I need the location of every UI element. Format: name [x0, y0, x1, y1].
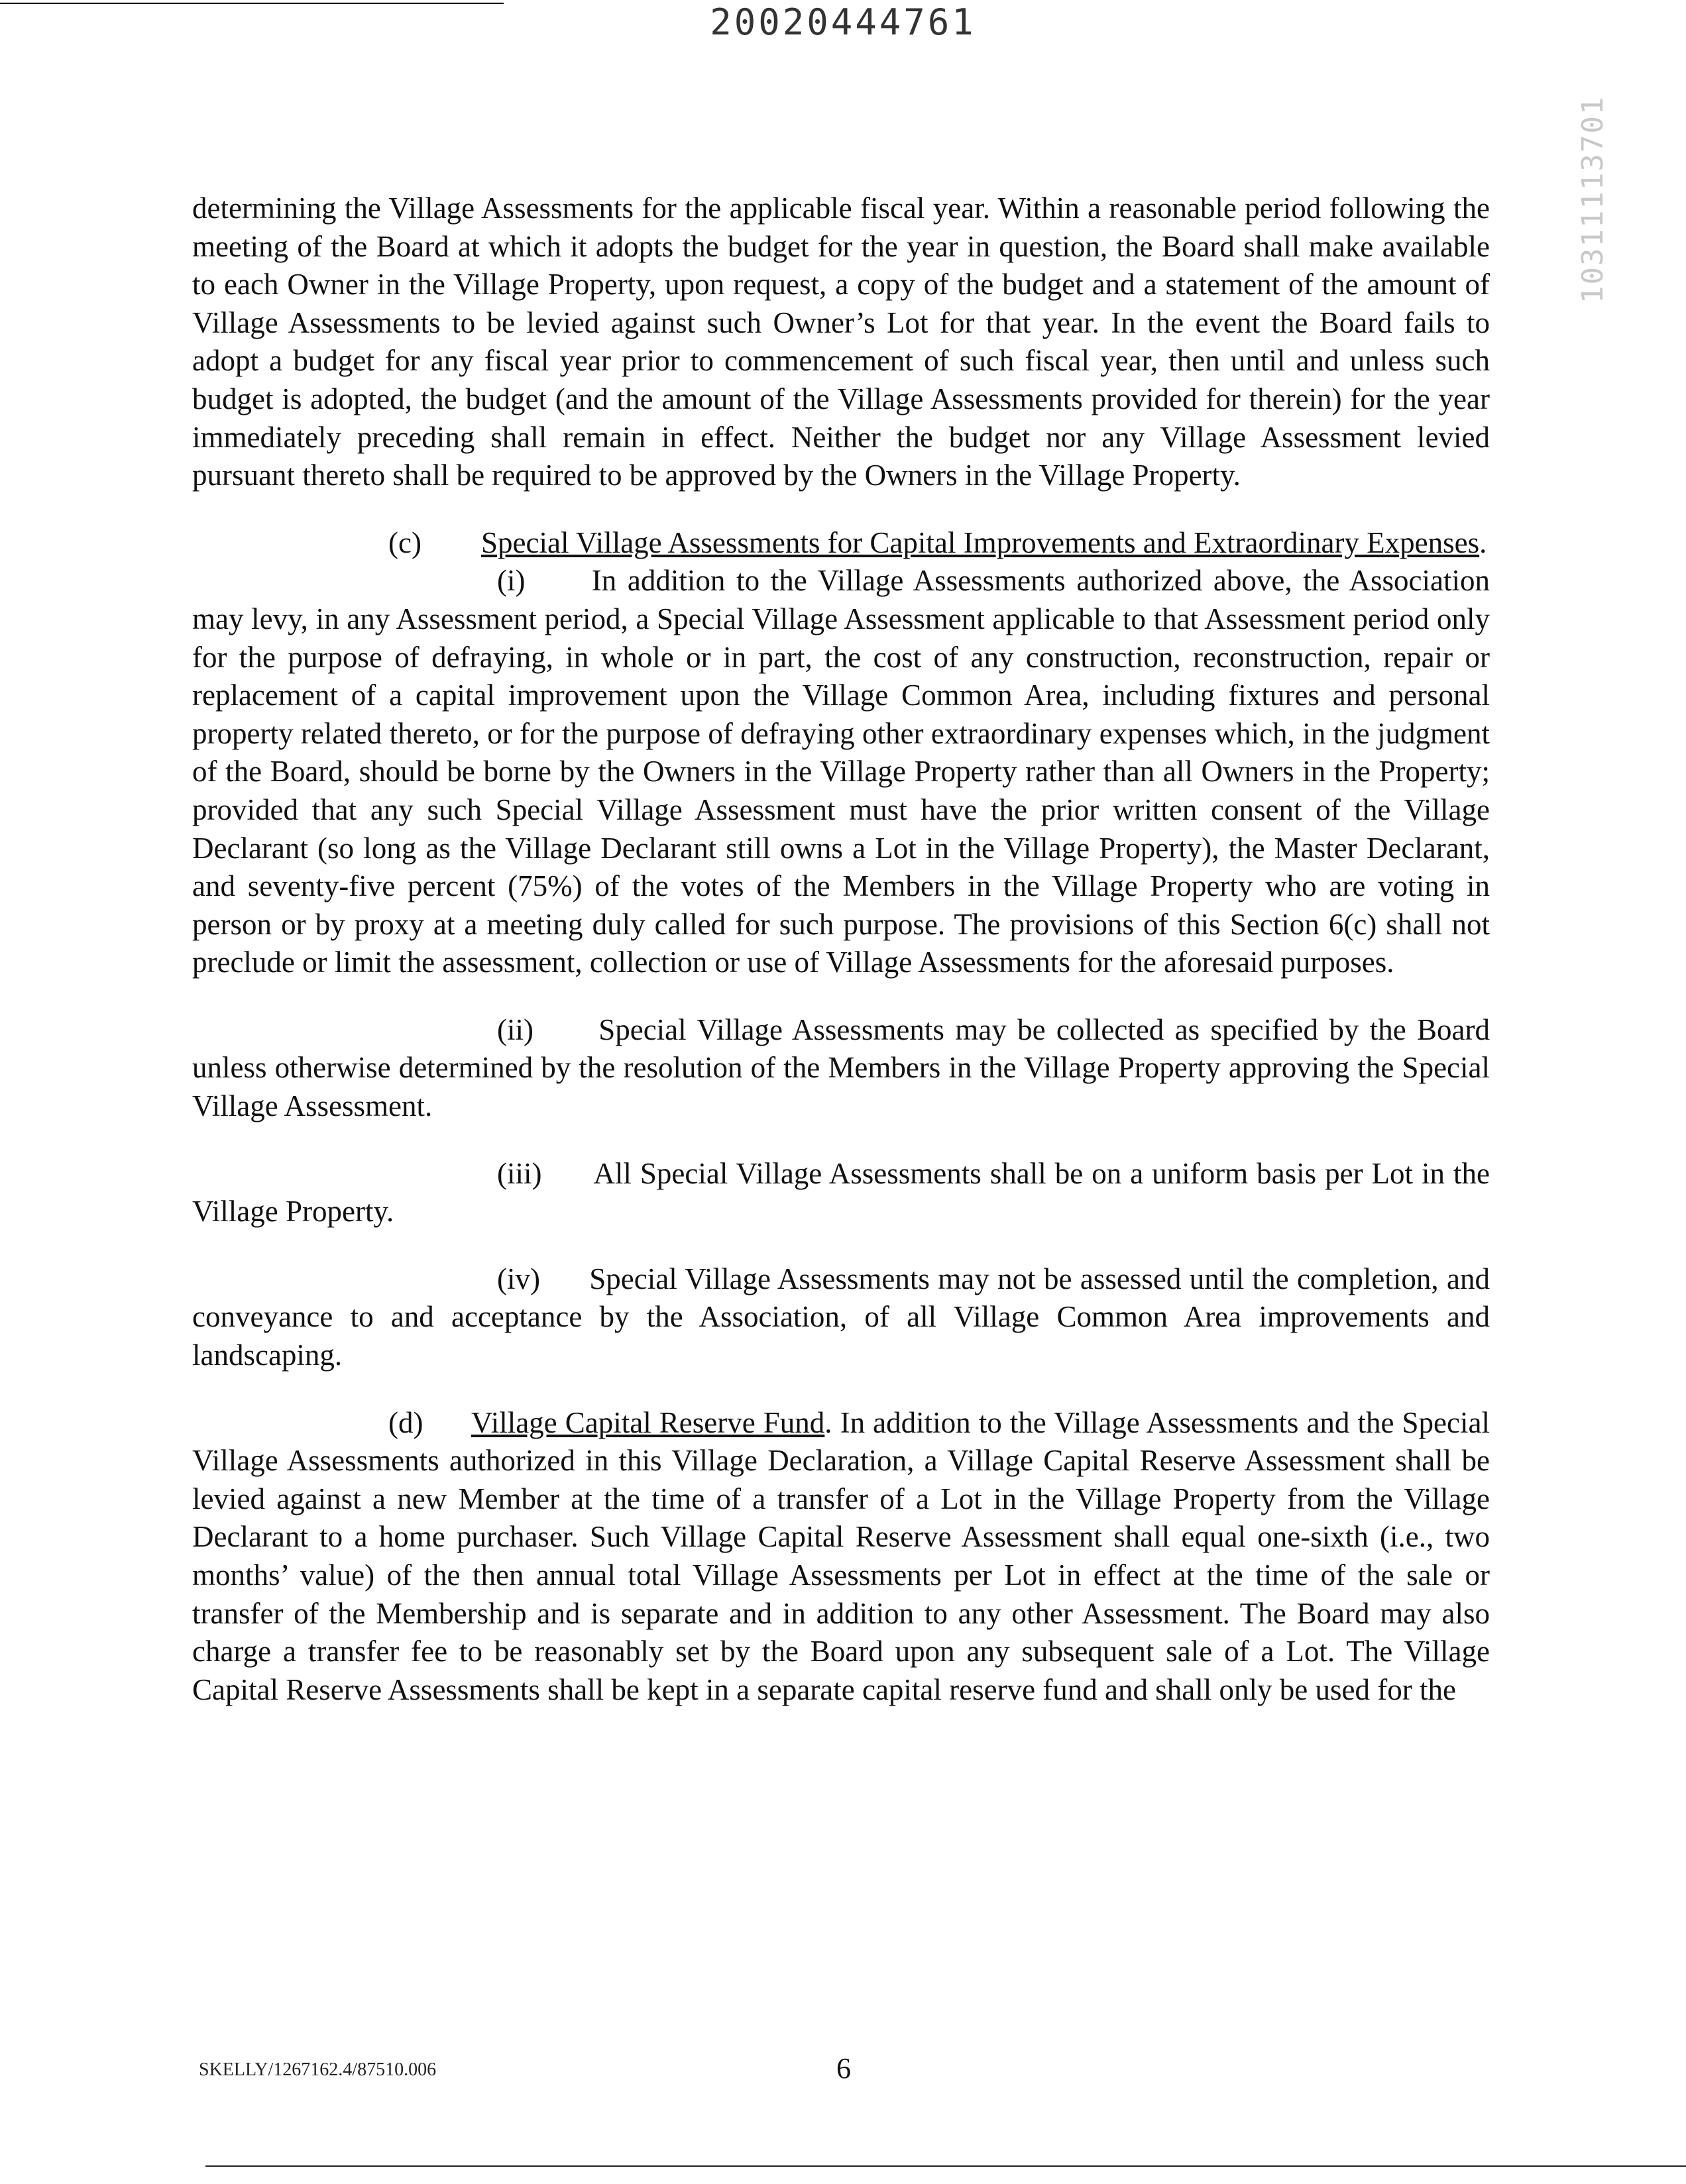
paragraph-iv-label: (iv)	[497, 1262, 540, 1295]
document-number: 20020444761	[710, 1, 976, 43]
continued-paragraph: determining the Village Assessments for the applicable fiscal year. Within a reasonable period following the meeting of the Board at which it adopts the budget for the year in question, the Board shall make available to each Owner in the Village Property, upon request, a copy of the budget and a statement of the amount of Village Assessments to be levied against such Owner’s Lot for that year. In the event the Board fails to adopt a budget for any fiscal year prior to commencement of such fiscal year, then until and unless such budget is adopted, the budget (and the amount of the Village Assessments provided for therein) for the year immediately preceding shall remain in effect. Neither the budget nor any Village Assessment levied pursuant thereto shall be required to be approved by the Owners in the Village Property.	[192, 191, 1490, 492]
section-d-text: . In addition to the Village Assessments and the Special Village Assessments authorized in this Village Declaration, a Village Capital Reserve Assessment shall be levied against a new Member at the time of a transfer of a Lot in the Village Property from the Village Declarant to a home purchaser. Such Village Capital Reserve Assessment shall equal one-sixth (i.e., two months’ value) of the then annual total Village Assessments per Lot in effect at the time of the sale or transfer of the Membership and is separate and in addition to any other Assessment. The Board may also charge a transfer fee to be reasonably set by the Board upon any subsequent sale of a Lot. The Village Capital Reserve Assessments shall be kept in a separate capital reserve fund and shall only be used for the	[192, 1405, 1490, 1706]
paragraph-i-label: (i)	[497, 564, 526, 598]
page-number: 6	[836, 2052, 851, 2085]
section-c-heading	[192, 524, 1490, 563]
paragraph-iv-text: Special Village Assessments may not be assessed until the completion, and conveyance to and acceptance by the Association, of all Village Common Area improvements and landscaping.	[192, 1262, 1490, 1372]
bottom-rule	[205, 2165, 1686, 2167]
section-d-paragraph	[192, 1404, 1490, 1710]
paragraph-i	[192, 562, 1490, 982]
section-c-label: (c)	[388, 525, 422, 559]
paragraph-ii-label: (ii)	[497, 1012, 534, 1046]
paragraph-ii	[192, 1011, 1490, 1126]
paragraph-iv	[192, 1260, 1490, 1375]
paragraph-iii-text: All Special Village Assessments shall be on a uniform basis per Lot in the Village Property.	[192, 1156, 1490, 1228]
section-c-title: Special Village Assessments for Capital Improvements and Extraordinary Expenses	[481, 525, 1480, 559]
section-d-title: Village Capital Reserve Fund	[471, 1405, 825, 1439]
side-stamp: 10311113701	[1576, 95, 1610, 303]
paragraph-ii-text: Special Village Assessments may be collected as specified by the Board unless otherwise determined by the resolution of the Members in the Village Property approving the Special Village Assessment.	[192, 1012, 1490, 1123]
paragraph-i-text: In addition to the Village Assessments authorized above, the Association may levy, in any Assessment period, a Special Village Assessment applicable to that Assessment period only for the purpose of defraying, in whole or in part, the cost of any construction, reconstruction, repair or replacement of a capital improvement upon the Village Common Area, including fixtures and personal property related thereto, or for the purpose of defraying other extraordinary expenses which, in the judgment of the Board, should be borne by the Owners in the Village Property rather than all Owners in the Property; provided that any such Special Village Assessment must have the prior written consent of the Village Declarant (so long as the Village Declarant still owns a Lot in the Village Property), the Master Declarant, and seventy-five percent (75%) of the votes of the Members in the Village Property who are voting in person or by proxy at a meeting duly called for such purpose. The provisions of this Section 6(c) shall not preclude or limit the assessment, collection or use of Village Assessments for the aforesaid purposes.	[192, 564, 1490, 979]
document-body	[192, 190, 1490, 1709]
footer-document-id: SKELLY/1267162.4/87510.006	[199, 2059, 437, 2080]
section-c-period: .	[1479, 525, 1487, 559]
section-d-label: (d)	[388, 1405, 423, 1439]
paragraph-iii	[192, 1155, 1490, 1231]
paragraph-iii-label: (iii)	[497, 1156, 542, 1190]
